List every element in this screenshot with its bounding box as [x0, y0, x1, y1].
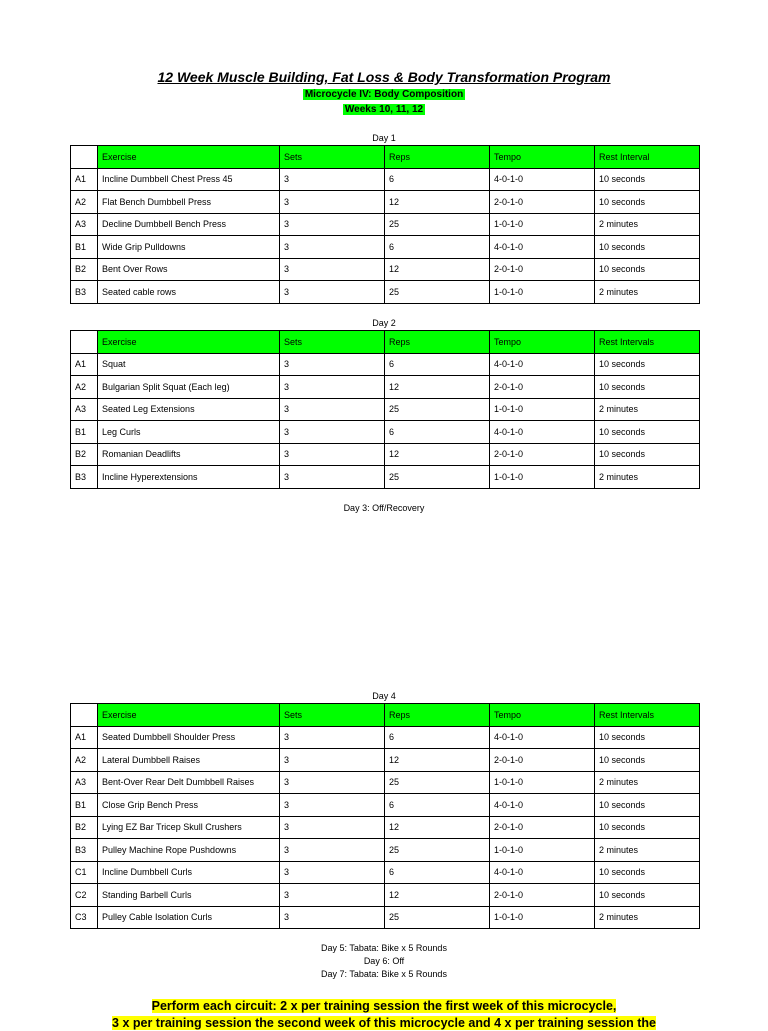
exercise-cell: Bulgarian Split Squat (Each leg)	[98, 376, 280, 399]
table-row	[71, 861, 700, 884]
header-cell: Tempo	[490, 146, 595, 169]
exercise-cell: Leg Curls	[98, 421, 280, 444]
table-row	[71, 236, 700, 259]
tempo-cell: 4-0-1-0	[490, 353, 595, 376]
header-cell: Tempo	[490, 704, 595, 727]
tempo-cell: 2-0-1-0	[490, 191, 595, 214]
table-row	[71, 191, 700, 214]
row-id-cell: B2	[71, 443, 98, 466]
sets-cell: 3	[280, 861, 385, 884]
rest-cell: 10 seconds	[595, 191, 700, 214]
exercise-cell: Pulley Cable Isolation Curls	[98, 906, 280, 929]
header-cell: Rest Intervals	[595, 331, 700, 354]
reps-cell: 6	[385, 168, 490, 191]
microcycle-subtitle: Microcycle IV: Body Composition	[304, 89, 464, 100]
table-row	[71, 353, 700, 376]
header-cell: Exercise	[98, 331, 280, 354]
tempo-cell: 4-0-1-0	[490, 236, 595, 259]
header-cell: Exercise	[98, 704, 280, 727]
exercise-cell: Wide Grip Pulldowns	[98, 236, 280, 259]
sets-cell: 3	[280, 749, 385, 772]
reps-cell: 12	[385, 749, 490, 772]
row-id-cell: A2	[71, 749, 98, 772]
row-id-cell: A2	[71, 376, 98, 399]
tempo-cell: 2-0-1-0	[490, 258, 595, 281]
rest-cell: 10 seconds	[595, 794, 700, 817]
exercise-cell: Lateral Dumbbell Raises	[98, 749, 280, 772]
reps-cell: 12	[385, 191, 490, 214]
tempo-cell: 1-0-1-0	[490, 398, 595, 421]
tempo-cell: 2-0-1-0	[490, 376, 595, 399]
reps-cell: 25	[385, 466, 490, 489]
header-cell-blank	[71, 146, 98, 169]
row-id-cell: A2	[71, 191, 98, 214]
day5-label: Day 5: Tabata: Bike x 5 Rounds	[321, 943, 447, 953]
row-id-cell: B1	[71, 421, 98, 444]
rest-cell: 2 minutes	[595, 281, 700, 304]
sets-cell: 3	[280, 421, 385, 444]
row-id-cell: A1	[71, 353, 98, 376]
day3-label: Day 3: Off/Recovery	[343, 503, 425, 513]
rest-cell: 10 seconds	[595, 861, 700, 884]
day4-table	[70, 703, 700, 929]
reps-cell: 12	[385, 376, 490, 399]
day2-label: Day 2	[372, 318, 396, 328]
row-id-cell: B1	[71, 236, 98, 259]
sets-cell: 3	[280, 236, 385, 259]
table-row	[71, 839, 700, 862]
table-row	[71, 213, 700, 236]
sets-cell: 3	[280, 213, 385, 236]
table-row	[71, 398, 700, 421]
exercise-cell: Flat Bench Dumbbell Press	[98, 191, 280, 214]
row-id-cell: A1	[71, 726, 98, 749]
rest-cell: 10 seconds	[595, 726, 700, 749]
rest-cell: 2 minutes	[595, 398, 700, 421]
table-row	[71, 771, 700, 794]
tempo-cell: 4-0-1-0	[490, 421, 595, 444]
table-row	[71, 168, 700, 191]
day6-label: Day 6: Off	[363, 956, 405, 966]
rest-cell: 10 seconds	[595, 353, 700, 376]
tempo-cell: 1-0-1-0	[490, 839, 595, 862]
circuit-instructions-line1: Perform each circuit: 2 x per training session the first week of this microcycle,	[151, 999, 617, 1013]
row-id-cell: A3	[71, 771, 98, 794]
day4-label: Day 4	[372, 691, 396, 701]
exercise-cell: Pulley Machine Rope Pushdowns	[98, 839, 280, 862]
row-id-cell: B1	[71, 794, 98, 817]
header-cell-blank	[71, 331, 98, 354]
header-cell: Reps	[385, 704, 490, 727]
rest-cell: 2 minutes	[595, 466, 700, 489]
tempo-cell: 4-0-1-0	[490, 794, 595, 817]
reps-cell: 6	[385, 794, 490, 817]
exercise-cell: Romanian Deadlifts	[98, 443, 280, 466]
sets-cell: 3	[280, 353, 385, 376]
rest-cell: 2 minutes	[595, 771, 700, 794]
reps-cell: 25	[385, 281, 490, 304]
day2-table	[70, 330, 700, 489]
program-title: 12 Week Muscle Building, Fat Loss & Body Transformation Program	[157, 69, 611, 85]
exercise-cell: Decline Dumbbell Bench Press	[98, 213, 280, 236]
reps-cell: 6	[385, 236, 490, 259]
sets-cell: 3	[280, 906, 385, 929]
header-cell-blank	[71, 704, 98, 727]
tempo-cell: 1-0-1-0	[490, 213, 595, 236]
reps-cell: 6	[385, 353, 490, 376]
row-id-cell: B3	[71, 466, 98, 489]
reps-cell: 6	[385, 726, 490, 749]
row-id-cell: C2	[71, 884, 98, 907]
table-row	[71, 906, 700, 929]
sets-cell: 3	[280, 884, 385, 907]
table-row	[71, 726, 700, 749]
sets-cell: 3	[280, 771, 385, 794]
day1-label: Day 1	[372, 133, 396, 143]
table-header-row	[71, 146, 700, 169]
header-cell: Sets	[280, 331, 385, 354]
exercise-cell: Standing Barbell Curls	[98, 884, 280, 907]
exercise-cell: Seated Leg Extensions	[98, 398, 280, 421]
exercise-cell: Bent Over Rows	[98, 258, 280, 281]
header-cell: Sets	[280, 146, 385, 169]
sets-cell: 3	[280, 816, 385, 839]
header-cell: Rest Interval	[595, 146, 700, 169]
tempo-cell: 1-0-1-0	[490, 771, 595, 794]
tempo-cell: 1-0-1-0	[490, 906, 595, 929]
sets-cell: 3	[280, 398, 385, 421]
exercise-cell: Squat	[98, 353, 280, 376]
reps-cell: 6	[385, 421, 490, 444]
rest-cell: 2 minutes	[595, 839, 700, 862]
table-row	[71, 258, 700, 281]
rest-cell: 10 seconds	[595, 168, 700, 191]
header-cell: Reps	[385, 331, 490, 354]
header-cell: Tempo	[490, 331, 595, 354]
table-row	[71, 421, 700, 444]
rest-cell: 10 seconds	[595, 443, 700, 466]
rest-cell: 2 minutes	[595, 213, 700, 236]
tempo-cell: 2-0-1-0	[490, 884, 595, 907]
exercise-cell: Lying EZ Bar Tricep Skull Crushers	[98, 816, 280, 839]
table-row	[71, 794, 700, 817]
sets-cell: 3	[280, 726, 385, 749]
row-id-cell: C1	[71, 861, 98, 884]
rest-cell: 10 seconds	[595, 884, 700, 907]
table-row	[71, 376, 700, 399]
header-cell: Exercise	[98, 146, 280, 169]
table-row	[71, 749, 700, 772]
sets-cell: 3	[280, 281, 385, 304]
table-row	[71, 816, 700, 839]
sets-cell: 3	[280, 466, 385, 489]
rest-cell: 2 minutes	[595, 906, 700, 929]
header-cell: Rest Intervals	[595, 704, 700, 727]
rest-cell: 10 seconds	[595, 236, 700, 259]
day1-table	[70, 145, 700, 304]
table-header-row	[71, 704, 700, 727]
sets-cell: 3	[280, 794, 385, 817]
exercise-cell: Bent-Over Rear Delt Dumbbell Raises	[98, 771, 280, 794]
row-id-cell: B2	[71, 258, 98, 281]
reps-cell: 12	[385, 258, 490, 281]
tempo-cell: 4-0-1-0	[490, 861, 595, 884]
header-cell: Reps	[385, 146, 490, 169]
reps-cell: 6	[385, 861, 490, 884]
exercise-cell: Close Grip Bench Press	[98, 794, 280, 817]
row-id-cell: A1	[71, 168, 98, 191]
row-id-cell: B3	[71, 281, 98, 304]
table-row	[71, 466, 700, 489]
sets-cell: 3	[280, 258, 385, 281]
row-id-cell: C3	[71, 906, 98, 929]
table-row	[71, 884, 700, 907]
tempo-cell: 4-0-1-0	[490, 726, 595, 749]
exercise-cell: Incline Dumbbell Chest Press 45	[98, 168, 280, 191]
table-header-row	[71, 331, 700, 354]
reps-cell: 25	[385, 398, 490, 421]
rest-cell: 10 seconds	[595, 376, 700, 399]
row-id-cell: B3	[71, 839, 98, 862]
reps-cell: 12	[385, 816, 490, 839]
reps-cell: 25	[385, 839, 490, 862]
reps-cell: 25	[385, 771, 490, 794]
header-cell: Sets	[280, 704, 385, 727]
row-id-cell: A3	[71, 213, 98, 236]
tempo-cell: 1-0-1-0	[490, 281, 595, 304]
tempo-cell: 2-0-1-0	[490, 816, 595, 839]
sets-cell: 3	[280, 443, 385, 466]
rest-cell: 10 seconds	[595, 749, 700, 772]
tempo-cell: 4-0-1-0	[490, 168, 595, 191]
tempo-cell: 2-0-1-0	[490, 749, 595, 772]
exercise-cell: Incline Hyperextensions	[98, 466, 280, 489]
reps-cell: 25	[385, 906, 490, 929]
exercise-cell: Incline Dumbbell Curls	[98, 861, 280, 884]
reps-cell: 12	[385, 884, 490, 907]
sets-cell: 3	[280, 191, 385, 214]
row-id-cell: B2	[71, 816, 98, 839]
sets-cell: 3	[280, 376, 385, 399]
circuit-instructions-line2: 3 x per training session the second week of this microcycle and 4 x per training session the	[112, 1016, 656, 1030]
exercise-cell: Seated Dumbbell Shoulder Press	[98, 726, 280, 749]
reps-cell: 12	[385, 443, 490, 466]
rest-cell: 10 seconds	[595, 258, 700, 281]
rest-cell: 10 seconds	[595, 816, 700, 839]
reps-cell: 25	[385, 213, 490, 236]
day7-label: Day 7: Tabata: Bike x 5 Rounds	[321, 969, 447, 979]
table-row	[71, 443, 700, 466]
table-row	[71, 281, 700, 304]
row-id-cell: A3	[71, 398, 98, 421]
exercise-cell: Seated cable rows	[98, 281, 280, 304]
rest-cell: 10 seconds	[595, 421, 700, 444]
weeks-subtitle: Weeks 10, 11, 12	[344, 104, 424, 115]
sets-cell: 3	[280, 168, 385, 191]
sets-cell: 3	[280, 839, 385, 862]
tempo-cell: 2-0-1-0	[490, 443, 595, 466]
tempo-cell: 1-0-1-0	[490, 466, 595, 489]
